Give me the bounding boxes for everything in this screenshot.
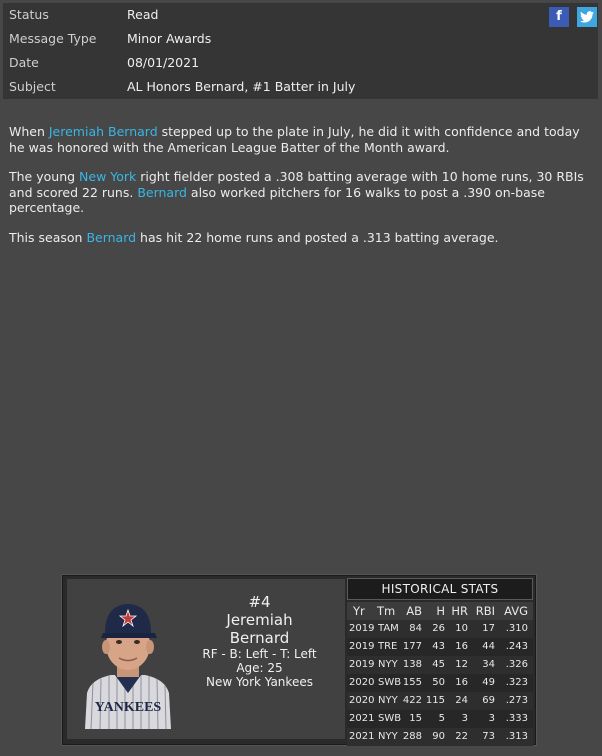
stats-row: [347, 710, 533, 728]
cell-h: 50: [432, 677, 445, 688]
cell-rbi: 69: [482, 695, 495, 706]
player-link[interactable]: Bernard: [137, 184, 187, 200]
cell-avg: .273: [505, 695, 528, 706]
cell-yr: 2019: [349, 641, 375, 652]
stats-column-header: [347, 602, 533, 620]
stats-row: [347, 620, 533, 638]
cell-tm: NYY: [378, 695, 398, 706]
player-info-panel: [67, 579, 345, 739]
cell-ab: 422: [402, 695, 422, 706]
cell-tm: NYY: [378, 659, 398, 670]
cell-tm: SWB: [378, 677, 402, 688]
message-body: [9, 124, 589, 259]
historical-stats: [347, 578, 533, 742]
date-label: Date: [9, 55, 39, 70]
cell-ab: 138: [402, 659, 422, 670]
cell-hr: 16: [455, 641, 468, 652]
cell-rbi: 3: [488, 713, 495, 724]
cell-yr: 2021: [349, 731, 375, 742]
message-type-value: Minor Awards: [127, 31, 212, 46]
status-value: Read: [127, 7, 159, 22]
cell-yr: 2020: [349, 695, 375, 706]
cell-h: 115: [425, 695, 445, 706]
player-info: [187, 593, 332, 689]
cell-h: 5: [438, 713, 445, 724]
team-link[interactable]: New York: [79, 169, 137, 184]
col-header-rbi: RBI: [475, 604, 495, 618]
cell-yr: 2021: [349, 713, 375, 724]
stats-row: [347, 674, 533, 692]
facebook-share-icon[interactable]: f: [549, 7, 569, 27]
status-row: [3, 3, 598, 27]
player-position: RF - B: Left - T: Left: [202, 647, 317, 661]
cell-hr: 22: [455, 731, 468, 742]
cell-hr: 16: [455, 677, 468, 688]
cell-avg: .333: [505, 713, 528, 724]
body-paragraph: [9, 124, 589, 155]
cell-tm: SWB: [378, 713, 402, 724]
cell-h: 26: [432, 623, 445, 634]
col-header-yr: Yr: [353, 604, 365, 618]
player-age: Age: 25: [236, 661, 283, 675]
player-link[interactable]: Jeremiah Bernard: [48, 124, 158, 139]
subject-label: Subject: [9, 79, 56, 94]
cell-yr: 2019: [349, 659, 375, 670]
subject-value: AL Honors Bernard, #1 Batter in July: [127, 79, 356, 94]
jersey-text: YANKEES: [94, 700, 162, 715]
body-text: stepped up to the plate in July, he did it with confidence and today he was honored with the American League Batter of the Month award.: [9, 124, 580, 155]
subject-row: [3, 75, 598, 99]
player-first-name[interactable]: Jeremiah: [226, 611, 293, 629]
body-text: right fielder posted a .308 batting average with 10 home runs, 30 RBIs and scored 22 runs.: [9, 169, 584, 200]
cell-hr: 10: [455, 623, 468, 634]
cell-ab: 84: [409, 623, 422, 634]
cell-ab: 177: [402, 641, 422, 652]
stats-title: HISTORICAL STATS: [347, 578, 533, 600]
player-number: #4: [248, 593, 271, 611]
player-portrait[interactable]: [81, 593, 175, 729]
stats-row: [347, 656, 533, 674]
col-header-h: H: [436, 604, 445, 618]
cell-rbi: 17: [482, 623, 495, 634]
date-value: 08/01/2021: [127, 55, 200, 70]
message-type-row: [3, 27, 598, 51]
cell-tm: NYY: [378, 731, 398, 742]
col-header-avg: AVG: [504, 604, 528, 618]
cell-rbi: 73: [482, 731, 495, 742]
body-paragraph: [9, 169, 589, 216]
message-type-label: Message Type: [9, 31, 97, 46]
stats-row: [347, 638, 533, 656]
cell-rbi: 34: [482, 659, 495, 670]
body-text: This season: [9, 229, 87, 245]
cell-h: 90: [432, 731, 445, 742]
body-paragraph: [9, 230, 589, 246]
status-label: Status: [9, 7, 49, 22]
body-text: When: [9, 124, 49, 139]
stats-row: [347, 692, 533, 710]
cell-avg: .323: [505, 677, 528, 688]
col-header-ab: AB: [406, 604, 422, 618]
cell-avg: .313: [505, 731, 528, 742]
cell-hr: 3: [461, 713, 468, 724]
cell-ab: 155: [402, 677, 422, 688]
cell-yr: 2019: [349, 623, 375, 634]
cell-tm: TRE: [378, 641, 398, 652]
message-header: [3, 3, 598, 99]
cell-ab: 15: [409, 713, 422, 724]
cell-avg: .243: [505, 641, 528, 652]
cell-avg: .326: [505, 659, 528, 670]
cell-h: 45: [432, 659, 445, 670]
player-last-name[interactable]: Bernard: [229, 629, 290, 647]
stats-row: [347, 728, 533, 746]
cell-h: 43: [432, 641, 445, 652]
cell-avg: .310: [505, 623, 528, 634]
player-team[interactable]: New York Yankees: [206, 675, 313, 689]
date-row: [3, 51, 598, 75]
body-text: has hit 22 home runs and posted a .313 batting average.: [136, 229, 499, 245]
cell-hr: 24: [455, 695, 468, 706]
cell-rbi: 44: [482, 641, 495, 652]
col-header-hr: HR: [451, 604, 468, 618]
player-card: [62, 575, 536, 745]
body-text: also worked pitchers for 16 walks to post a .390 on-base percentage.: [9, 184, 545, 215]
cell-ab: 288: [402, 731, 422, 742]
cell-hr: 12: [455, 659, 468, 670]
player-link[interactable]: Bernard: [86, 229, 137, 245]
body-text: The young: [9, 169, 80, 184]
stats-rows: [347, 620, 533, 746]
col-header-tm: Tm: [377, 604, 396, 618]
cell-yr: 2020: [349, 677, 375, 688]
cell-tm: TAM: [378, 623, 399, 634]
cell-rbi: 49: [482, 677, 495, 688]
twitter-share-icon[interactable]: [577, 7, 597, 27]
